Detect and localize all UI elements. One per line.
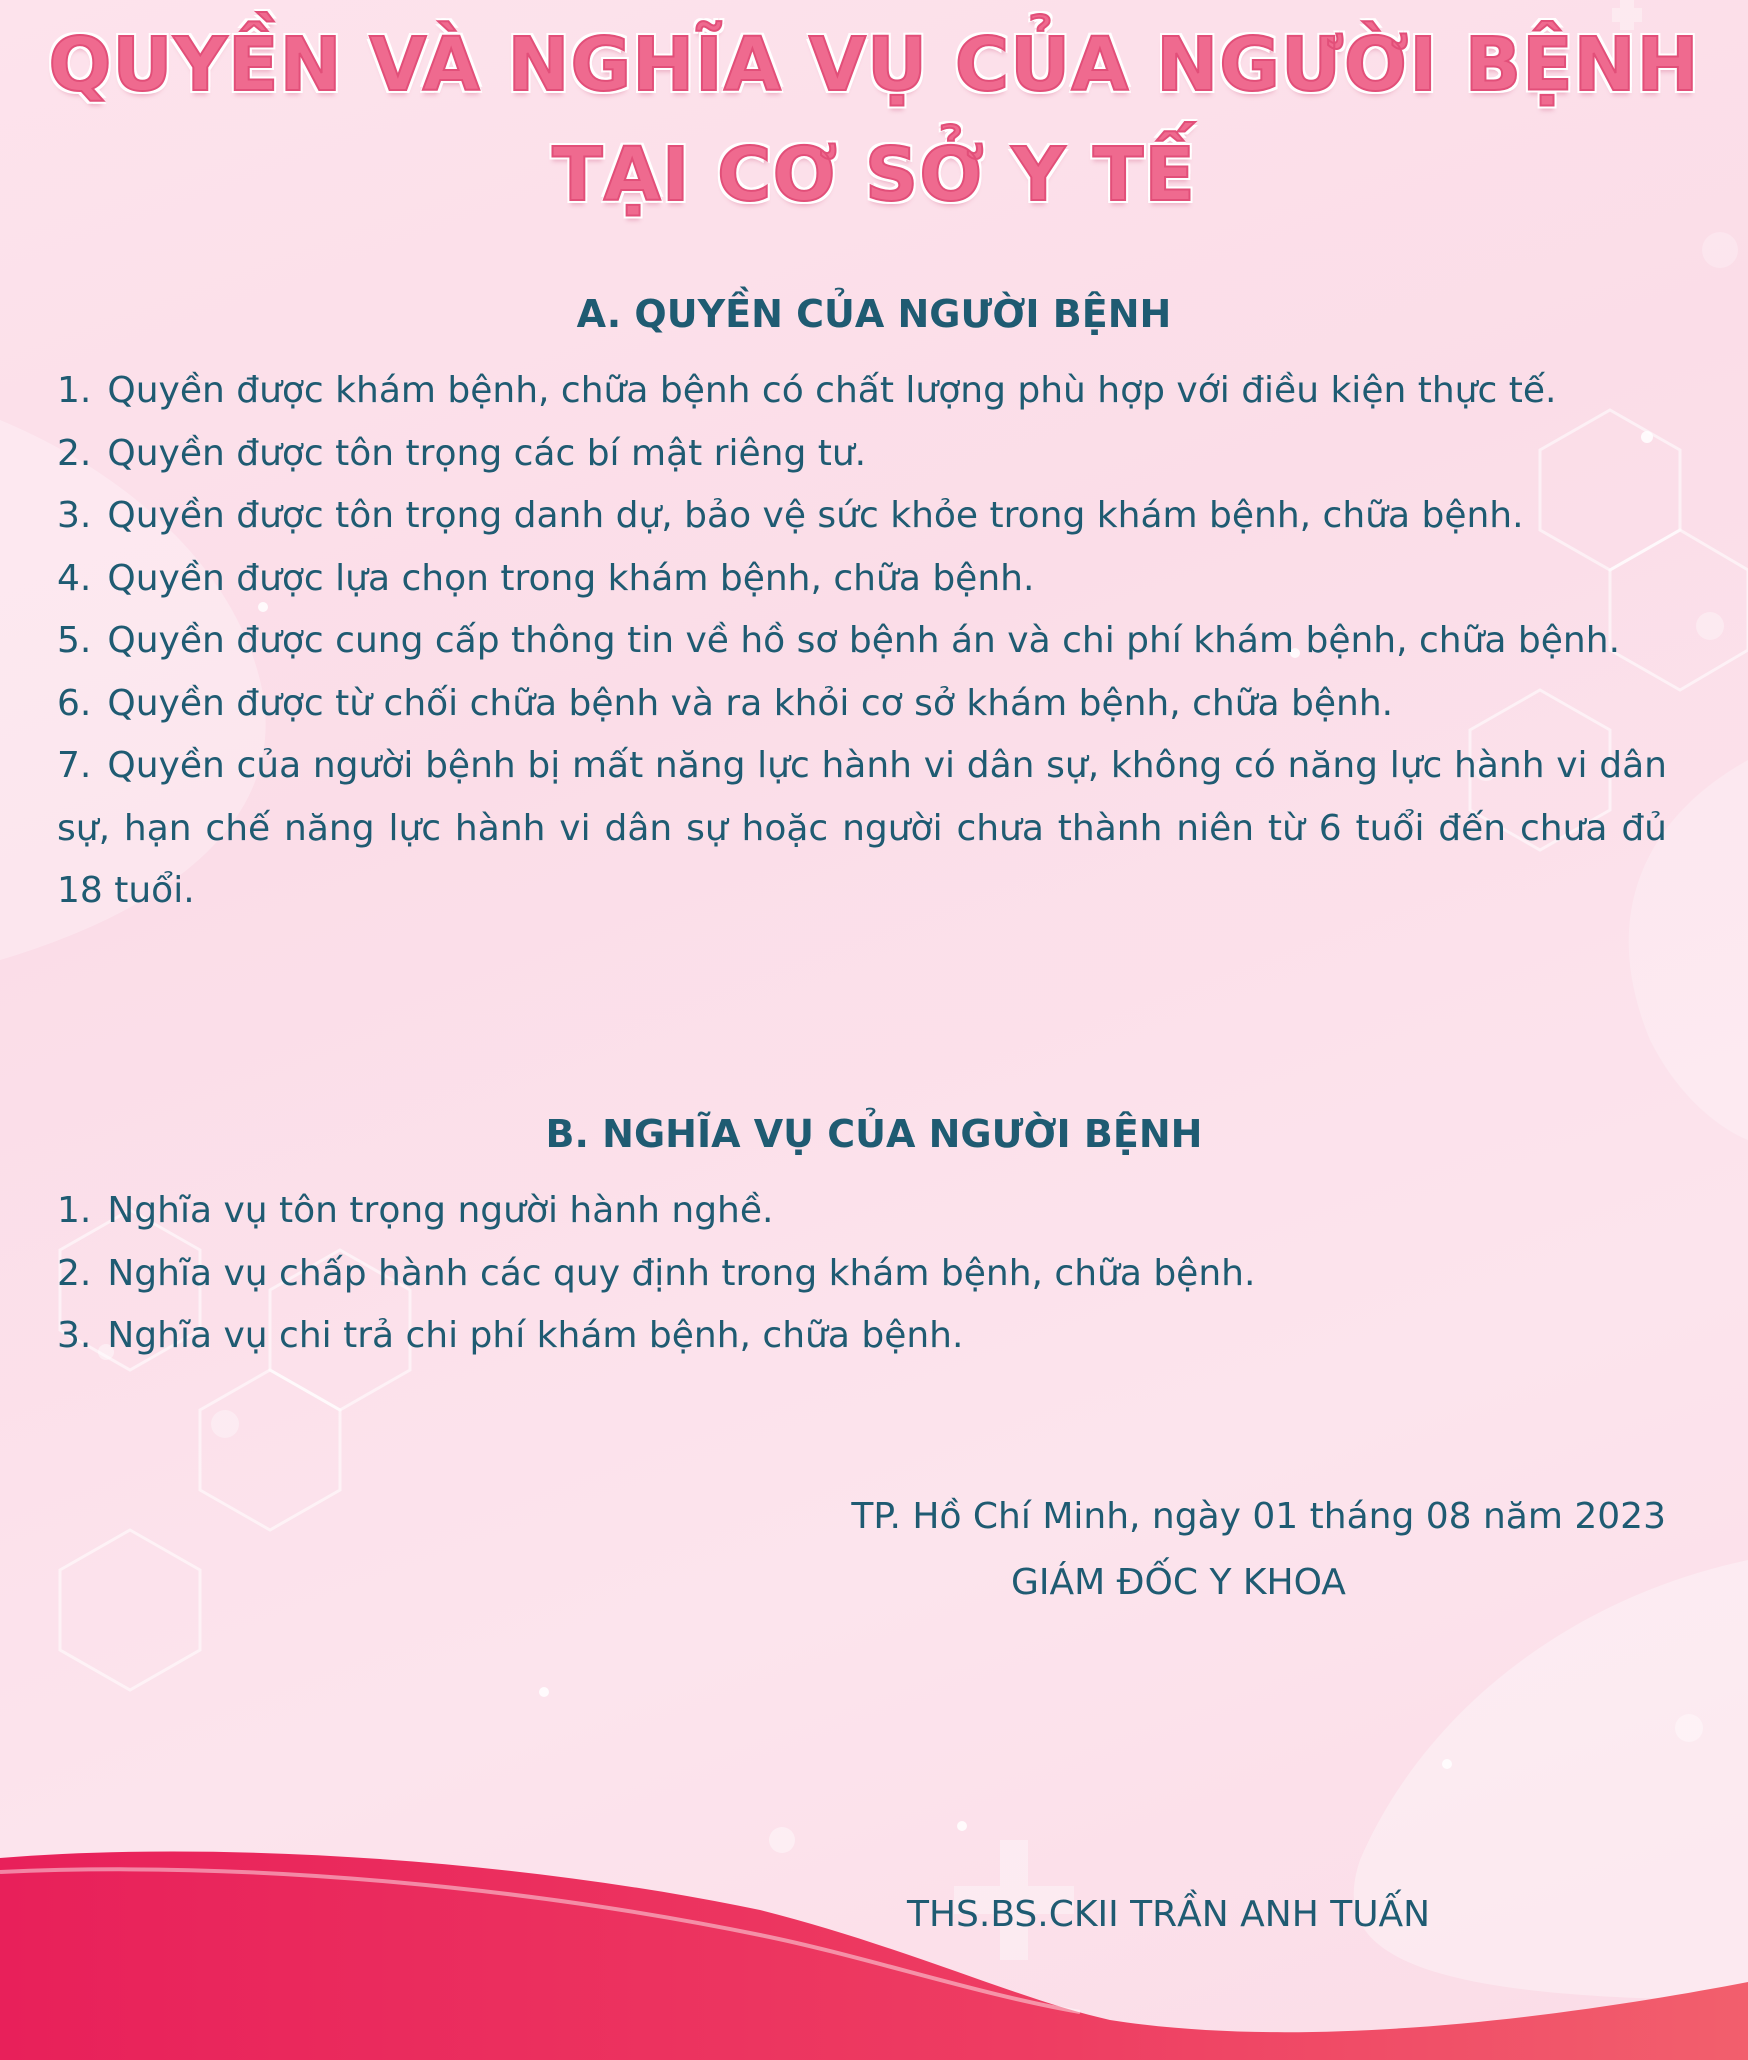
list-item: 3. Quyền được tôn trọng danh dự, bảo vệ sức khỏe trong khám bệnh, chữa bệnh.: [57, 495, 1524, 536]
signature-name: THS.BS.CKII TRẦN ANH TUẤN: [907, 1894, 1431, 1935]
list-item: 7. Quyền của người bệnh bị mất năng lực hành vi dân sự, không có năng lực hành vi dân sự, hạn chế năng lực hành vi dân sự hoặc người chưa thành niên từ 6 tuổi đến chưa đủ 18 tuổi.: [57, 745, 1667, 911]
section-a-heading: A. QUYỀN CỦA NGƯỜI BỆNH: [576, 292, 1172, 336]
list-item: 4. Quyền được lựa chọn trong khám bệnh, chữa bệnh.: [57, 557, 1035, 599]
list-item: 2. Nghĩa vụ chấp hành các quy định trong khám bệnh, chữa bệnh.: [57, 1252, 1256, 1294]
list-item: 5. Quyền được cung cấp thông tin về hồ sơ bệnh án và chi phí khám bệnh, chữa bệnh.: [57, 620, 1621, 661]
list-item: 6. Quyền được từ chối chữa bệnh và ra khỏi cơ sở khám bệnh, chữa bệnh.: [57, 682, 1394, 724]
list-item: 3. Nghĩa vụ chi trả chi phí khám bệnh, chữa bệnh.: [57, 1315, 964, 1356]
signature-role: GIÁM ĐỐC Y KHOA: [1011, 1562, 1346, 1603]
section-b-heading: B. NGHĨA VỤ CỦA NGƯỜI BỆNH: [545, 1112, 1203, 1156]
page-title-line2: TẠI CƠ SỞ Y TẾ: [552, 132, 1196, 218]
obligations-list: [57, 1180, 1667, 1368]
signature-place-date: TP. Hồ Chí Minh, ngày 01 tháng 08 năm 2023: [851, 1496, 1666, 1537]
rights-list: [57, 360, 1667, 923]
list-item: 1. Quyền được khám bệnh, chữa bệnh có chất lượng phù hợp với điều kiện thực tế.: [57, 370, 1557, 411]
list-item: 1. Nghĩa vụ tôn trọng người hành nghề.: [57, 1190, 774, 1231]
list-item: 2. Quyền được tôn trọng các bí mật riêng tư.: [57, 432, 867, 474]
page-title-line1: QUYỀN VÀ NGHĨA VỤ CỦA NGƯỜI BỆNH: [48, 22, 1700, 108]
